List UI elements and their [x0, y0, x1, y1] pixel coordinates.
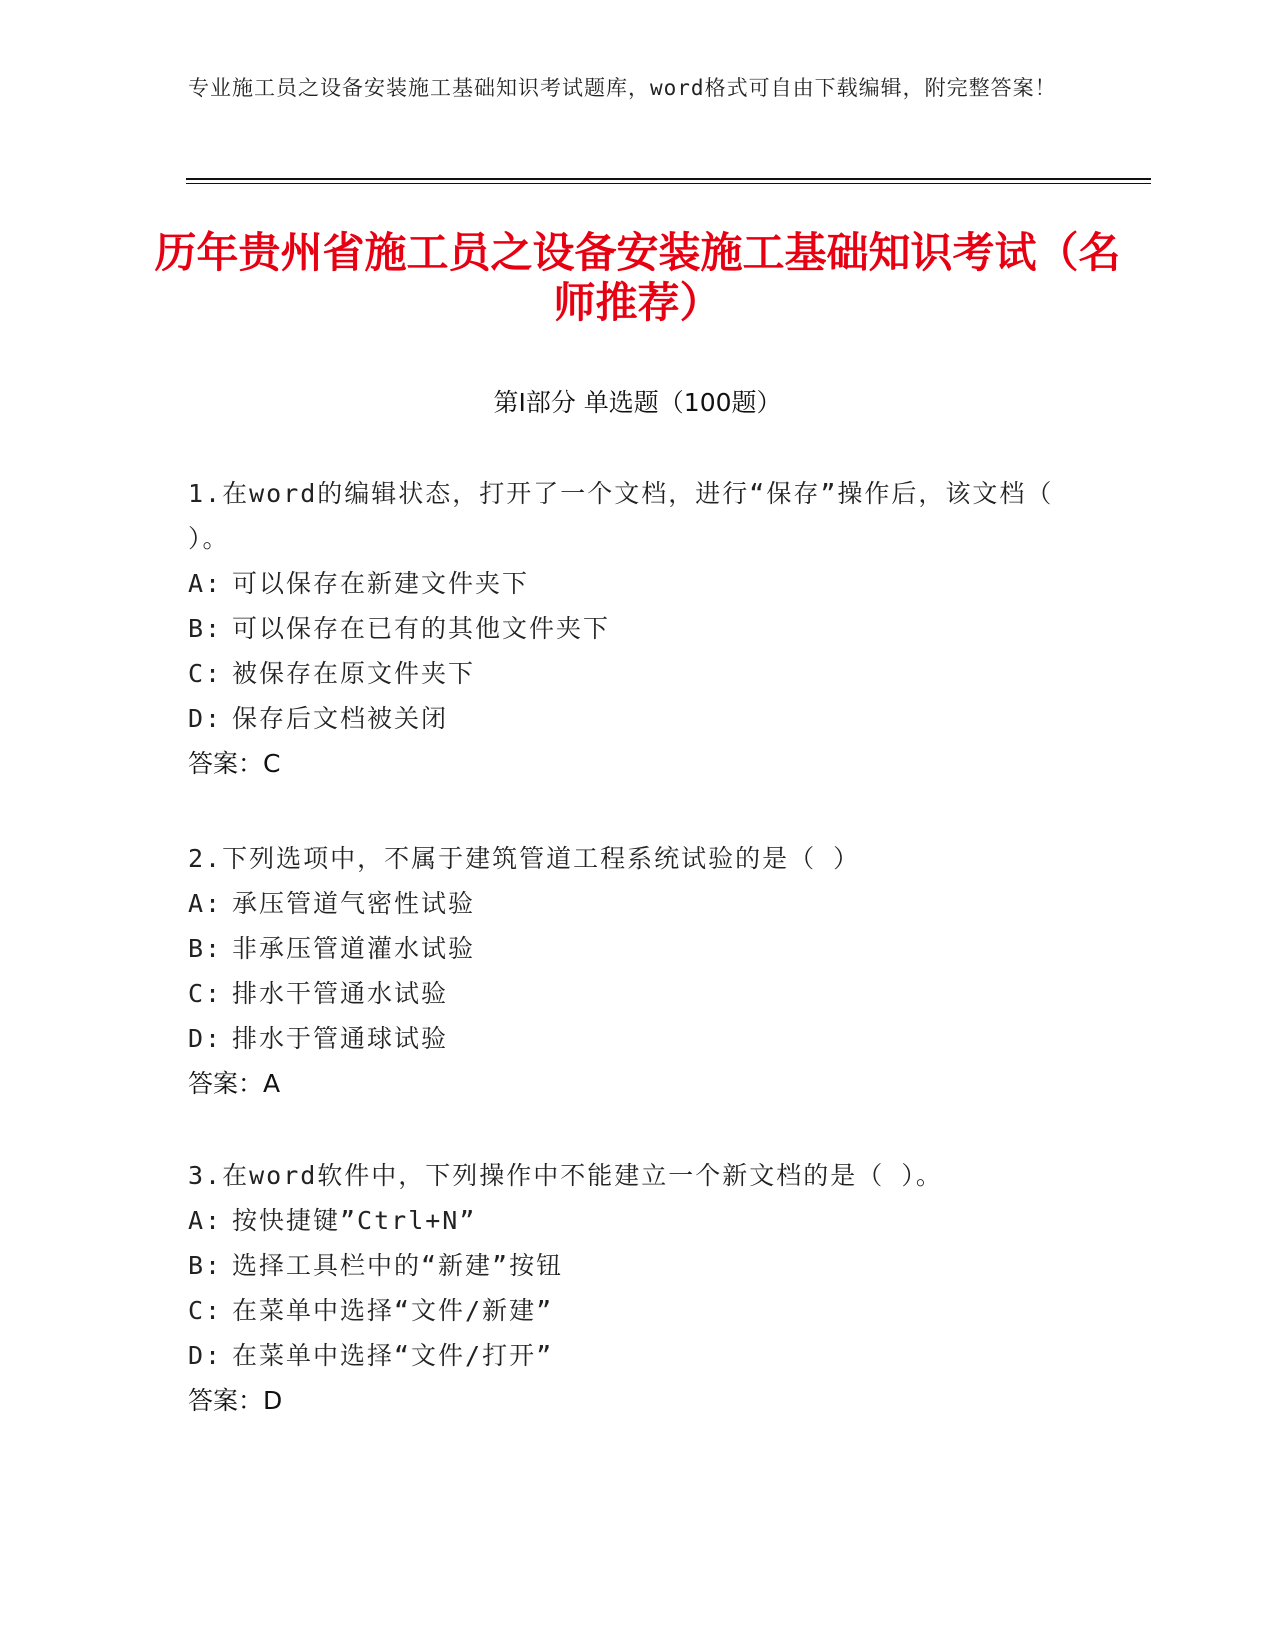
- option-key: D:: [188, 1024, 223, 1053]
- option-c: [188, 1288, 1088, 1333]
- option-key: A:: [188, 569, 223, 598]
- section-heading: 第Ⅰ部分 单选题（100题）: [493, 388, 782, 417]
- document-title: 历年贵州省施工员之设备安装施工基础知识考试（名师推荐）: [154, 228, 1121, 327]
- option-d: [188, 1016, 1088, 1061]
- option-b: [188, 606, 1088, 651]
- option-text: 承压管道气密性试验: [232, 889, 476, 918]
- header-divider-thick: [186, 178, 1151, 180]
- option-text: 非承压管道灌水试验: [232, 934, 476, 963]
- option-key: D:: [188, 1341, 223, 1370]
- option-b: [188, 926, 1088, 971]
- question-stem: 1.在word的编辑状态，打开了一个文档，进行“保存”操作后，该文档（ ）。: [188, 479, 1054, 553]
- option-text: 按快捷键”Ctrl+N”: [232, 1206, 477, 1235]
- option-key: C:: [188, 659, 223, 688]
- option-text: 在菜单中选择“文件/打开”: [232, 1341, 554, 1370]
- option-text: 排水干管通水试验: [232, 979, 449, 1008]
- option-key: A:: [188, 1206, 223, 1235]
- option-key: C:: [188, 1296, 223, 1325]
- header-note: 专业施工员之设备安装施工基础知识考试题库，word格式可自由下载编辑，附完整答案！: [188, 76, 1057, 100]
- option-text: 可以保存在已有的其他文件夹下: [232, 614, 611, 643]
- answer-line: 答案：A: [188, 1069, 281, 1098]
- question-1: [188, 471, 1088, 786]
- option-d: [188, 696, 1088, 741]
- option-d: [188, 1333, 1088, 1378]
- question-stem: 3.在word软件中，下列操作中不能建立一个新文档的是（ ）。: [188, 1161, 943, 1190]
- option-text: 可以保存在新建文件夹下: [232, 569, 530, 598]
- option-key: B:: [188, 614, 223, 643]
- option-text: 排水于管通球试验: [232, 1024, 449, 1053]
- option-key: B:: [188, 1251, 223, 1280]
- option-text: 被保存在原文件夹下: [232, 659, 476, 688]
- option-c: [188, 651, 1088, 696]
- option-a: [188, 1198, 1088, 1243]
- option-key: D:: [188, 704, 223, 733]
- answer-line: 答案：C: [188, 749, 281, 778]
- option-key: B:: [188, 934, 223, 963]
- header-divider-thin: [186, 183, 1151, 184]
- question-3: [188, 1153, 1088, 1423]
- question-stem: 2.下列选项中，不属于建筑管道工程系统试验的是（ ）: [188, 844, 861, 873]
- option-c: [188, 971, 1088, 1016]
- option-a: [188, 561, 1088, 606]
- option-key: A:: [188, 889, 223, 918]
- option-key: C:: [188, 979, 223, 1008]
- option-a: [188, 881, 1088, 926]
- answer-line: 答案：D: [188, 1386, 283, 1415]
- option-text: 选择工具栏中的“新建”按钮: [232, 1251, 564, 1280]
- option-text: 保存后文档被关闭: [232, 704, 449, 733]
- question-2: [188, 836, 1088, 1106]
- option-text: 在菜单中选择“文件/新建”: [232, 1296, 554, 1325]
- option-b: [188, 1243, 1088, 1288]
